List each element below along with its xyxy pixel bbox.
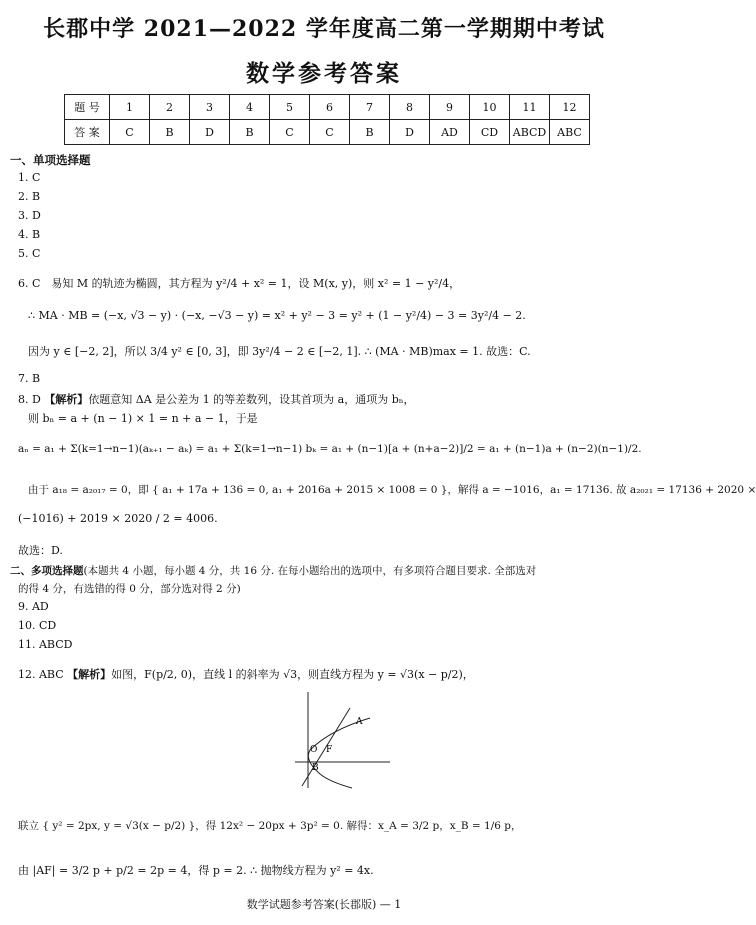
answer-line: 9. AD — [18, 600, 49, 613]
section-heading-single-choice: 一、单项选择题 — [10, 153, 91, 167]
point-label: B — [312, 763, 319, 773]
row-label-number: 题 号 — [65, 95, 110, 120]
table-cell-number: 11 — [510, 95, 550, 120]
q8-text: 依题意知 ΔA 是公差为 1 的等差数列，设其首项为 a，通项为 bₙ， — [88, 393, 415, 406]
parabola-curve — [308, 718, 370, 788]
q8-answer: 8. D — [18, 393, 41, 406]
analysis-tag: 【解析】 — [44, 393, 89, 406]
q8-line: 由于 a₁₈ = a₂₀₁₇ = 0，即 { a₁ + 17a + 136 = 0, a₁ + 2016a + 2015 × 1008 = 0 }，解得 a = −1016，a₁ = 17136. 故 a₂₀₂₁ = 17136 + 2020 × — [28, 484, 756, 496]
table-cell-answer: CD — [470, 120, 510, 145]
table-cell-number: 1 — [110, 95, 150, 120]
q8-line — [18, 391, 415, 407]
answer-table-answer-row — [65, 120, 590, 145]
answer-line: 11. ABCD — [18, 638, 73, 651]
page-footer: 数学试题参考答案(长郡版) — 1 — [246, 898, 402, 911]
table-cell-answer: ABCD — [510, 120, 550, 145]
table-cell-answer: D — [190, 120, 230, 145]
table-cell-number: 5 — [270, 95, 310, 120]
answer-table — [64, 94, 590, 145]
table-cell-answer: D — [390, 120, 430, 145]
parabola-figure — [290, 690, 400, 790]
table-cell-number: 4 — [230, 95, 270, 120]
answer-line: 10. CD — [18, 619, 57, 632]
answer-line: 3. D — [18, 209, 41, 222]
table-cell-number: 10 — [470, 95, 510, 120]
table-cell-number: 2 — [150, 95, 190, 120]
table-cell-number: 3 — [190, 95, 230, 120]
q8-line: (−1016) + 2019 × 2020 / 2 = 4006. — [18, 512, 218, 525]
row-label-answer: 答 案 — [65, 120, 110, 145]
section2-desc: (本题共 4 小题，每小题 4 分，共 16 分. 在每小题给出的选项中，有多项符合题目要求. 全部选对 — [83, 565, 537, 577]
q12-line: 由 |AF| = 3/2 p + p/2 = 2p = 4，得 p = 2. ∴ 抛物线方程为 y² = 4x. — [18, 864, 374, 877]
table-cell-number: 12 — [550, 95, 590, 120]
q6-line: 因为 y ∈ [−2, 2]，所以 3/4 y² ∈ [0, 3]，即 3y²/4 − 2 ∈ [−2, 1]. ∴ (MA · MB)max = 1. 故选：C. — [28, 345, 531, 358]
table-cell-answer: B — [230, 120, 270, 145]
table-cell-number: 7 — [350, 95, 390, 120]
point-label: F — [326, 745, 333, 755]
table-cell-number: 6 — [310, 95, 350, 120]
table-cell-number: 8 — [390, 95, 430, 120]
table-cell-answer: ABC — [550, 120, 590, 145]
q8-line: 则 bₙ = a + (n − 1) × 1 = n + a − 1，于是 — [28, 412, 258, 425]
section-heading-multi-choice — [10, 563, 536, 578]
table-cell-answer: C — [270, 120, 310, 145]
point-label: A — [356, 717, 363, 727]
q12-line — [18, 666, 474, 682]
answer-line: 4. B — [18, 228, 41, 241]
page-title: 长郡中学 2021—2022 学年度高二第一学期期中考试 — [43, 16, 605, 42]
answer-line: 5. C — [18, 247, 41, 260]
page-subtitle: 数学参考答案 — [246, 60, 402, 87]
q6-line: ∴ MA · MB = (−x, √3 − y) · (−x, −√3 − y) = x² + y² − 3 = y² + (1 − y²/4) − 3 = 3y²/4 − 2. — [28, 309, 526, 322]
q12-answer: 12. ABC — [18, 668, 64, 681]
q12-line: 联立 { y² = 2px, y = √3(x − p/2) }，得 12x² − 20px + 3p² = 0. 解得：x_A = 3/2 p，x_B = 1/6 p， — [18, 820, 522, 832]
answer-table-number-row — [65, 95, 590, 120]
q6-line: 6. C 易知 M 的轨迹为椭圆，其方程为 y²/4 + x² = 1，设 M(x, y)，则 x² = 1 − y²/4， — [18, 277, 461, 290]
q8-formula: aₙ = a₁ + Σ(k=1→n−1)(aₖ₊₁ − aₖ) = a₁ + Σ(k=1→n−1) bₖ = a₁ + (n−1)[a + (n+a−2)]/2 = a₁ + (n−1)a + (n−2)(n−1)/2. — [18, 443, 642, 455]
table-cell-answer: C — [310, 120, 350, 145]
point-label: O — [310, 745, 318, 755]
table-cell-answer: B — [150, 120, 190, 145]
table-cell-answer: C — [110, 120, 150, 145]
q8-line: 故选：D. — [18, 544, 63, 557]
section2-title: 二、多项选择题 — [10, 565, 84, 577]
answer-line: 1. C — [18, 171, 41, 184]
table-cell-answer: AD — [430, 120, 470, 145]
q12-text: 如图，F(p/2, 0)，直线 l 的斜率为 √3，则直线方程为 y = √3(x − p/2)， — [111, 668, 474, 681]
table-cell-number: 9 — [430, 95, 470, 120]
analysis-tag: 【解析】 — [67, 668, 112, 681]
table-cell-answer: B — [350, 120, 390, 145]
section2-desc-cont: 的得 4 分，有选错的得 0 分，部分选对得 2 分) — [18, 583, 241, 595]
answer-line: 7. B — [18, 372, 41, 385]
answer-line: 2. B — [18, 190, 41, 203]
